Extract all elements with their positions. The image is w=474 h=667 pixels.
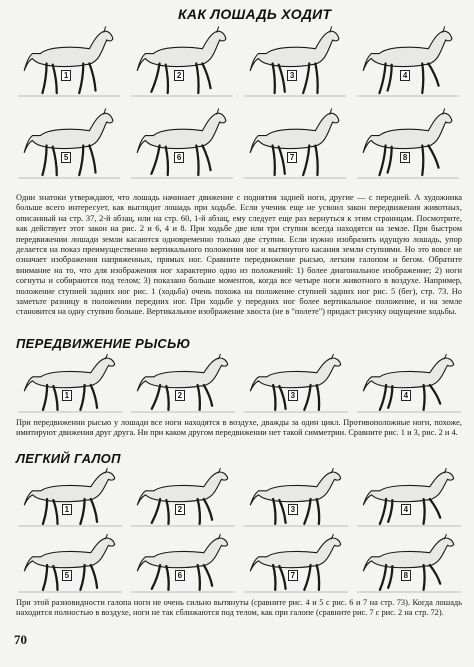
figure-number: 4 (401, 390, 411, 401)
figure-walk-5 (18, 106, 120, 180)
figure-walk-8 (357, 106, 459, 180)
figure-walk-1 (18, 24, 120, 98)
figure-number: 2 (175, 390, 185, 401)
horse-drawing (244, 24, 346, 98)
horse-drawing (244, 352, 348, 414)
figure-walk-3 (244, 24, 346, 98)
horse-drawing (131, 106, 233, 180)
horse-drawing (131, 532, 235, 594)
figure-number: 6 (174, 152, 184, 163)
horse-drawing (357, 466, 461, 528)
figure-number: 2 (175, 504, 185, 515)
figure-gallop-5 (18, 532, 122, 594)
trot-heading: ПЕРЕДВИЖЕНИЕ РЫСЬЮ (16, 336, 191, 351)
figure-gallop-1 (18, 466, 122, 528)
gallop-paragraph: При этой разновидности галопа ноги не очень сильно вытянуты (сравните рис. 4 и 5 с рис. 6 и 7 на стр. 73). Когда лошадь находится полностью в воздухе, ноги не так сближаются под телом, как при галопе (сравните рис. 7 с рис. 2 на стр. 72). (16, 598, 462, 618)
figure-walk-2 (131, 24, 233, 98)
figure-walk-7 (244, 106, 346, 180)
figure-number: 1 (61, 70, 71, 81)
horse-drawing (357, 106, 459, 180)
figure-trot-4 (357, 352, 461, 414)
figure-number: 7 (287, 152, 297, 163)
figure-gallop-2 (131, 466, 235, 528)
figure-number: 7 (288, 570, 298, 581)
figure-number: 1 (62, 390, 72, 401)
horse-drawing (18, 466, 122, 528)
walk-heading: КАК ЛОШАДЬ ХОДИТ (178, 6, 332, 22)
gallop-heading: ЛЕГКИЙ ГАЛОП (16, 451, 121, 466)
figure-number: 5 (62, 570, 72, 581)
horse-drawing (18, 24, 120, 98)
horse-drawing (18, 532, 122, 594)
figure-number: 8 (401, 570, 411, 581)
figure-number: 3 (288, 390, 298, 401)
figure-number: 3 (287, 70, 297, 81)
walk-paragraph: Одни знатоки утверждают, что лошадь начинает движение с поднятия задней ноги, другие — с передней. А художника больше всего интересует, как выглядит лошадь при ходьбе. Если ученик еще не усвоил закон передвижения животных, описанный на стр. 37, 2-й абзац, или на стр. 60, 1-й абзац, ему следует еще раз вернуться к этим страницам. Посмотрите, как действует этот закон на рис. 2 и 6, 4 и 8. При ходьбе две или три ступни всегда находятся на земле. При быстром передвижении лошади земли касаются одновременно только две ступни. Если нужно изобразить идущую лошадь, упор делается на показ преимущественно вертикального положения ног и вытянутого касания земли ступнями. Но это вовсе не означает изображения напряженных, прямых ног. Сравните передвижение рысью, легким галопом и бегом. Обратите внимание на то, что для изображения ног характерно одно из положений: 1) более диагональное изображение; 2) ноги согнуты и собираются под телом; 3) показано больше моментов, когда все четыре ноги животного в воздухе. Например, положение ступней задних ног рис. 1 (ходьба) очень похожа на положение ступней задних ног рис. 5 (бег), стр. 73. Но заметьте разницу в положении передних ног. При ходьбе у передних ног более вертикальное положение, и на земле становится на одну ступню больше. Вертикальное изображение хвоста (не в "полете") придаст рисунку ощущение ходьбы. (16, 193, 462, 317)
figure-number: 8 (400, 152, 410, 163)
figure-gallop-7 (244, 532, 348, 594)
figure-number: 4 (400, 70, 410, 81)
horse-drawing (18, 352, 122, 414)
horse-drawing (244, 466, 348, 528)
horse-drawing (244, 106, 346, 180)
figure-number: 2 (174, 70, 184, 81)
figure-number: 3 (288, 504, 298, 515)
figure-trot-3 (244, 352, 348, 414)
figure-walk-4 (357, 24, 459, 98)
figure-gallop-4 (357, 466, 461, 528)
horse-drawing (357, 24, 459, 98)
page-number: 70 (14, 632, 27, 647)
figure-number: 6 (175, 570, 185, 581)
horse-drawing (357, 352, 461, 414)
horse-drawing (244, 532, 348, 594)
trot-paragraph: При передвижении рысью у лошади все ноги находятся в воздухе, дважды за один цикл. Противоположные ноги, похоже, имитируют движения друг друга. Ни при каком другом передвижении нет такой симметрии. Сравните рис. 1 и 3, рис. 2 и 4. (16, 418, 462, 438)
figure-number: 1 (62, 504, 72, 515)
horse-drawing (131, 352, 235, 414)
horse-drawing (18, 106, 120, 180)
figure-trot-1 (18, 352, 122, 414)
figure-number: 5 (61, 152, 71, 163)
figure-gallop-3 (244, 466, 348, 528)
horse-drawing (357, 532, 461, 594)
figure-walk-6 (131, 106, 233, 180)
horse-drawing (131, 24, 233, 98)
figure-gallop-8 (357, 532, 461, 594)
horse-drawing (131, 466, 235, 528)
figure-number: 4 (401, 504, 411, 515)
figure-gallop-6 (131, 532, 235, 594)
figure-trot-2 (131, 352, 235, 414)
